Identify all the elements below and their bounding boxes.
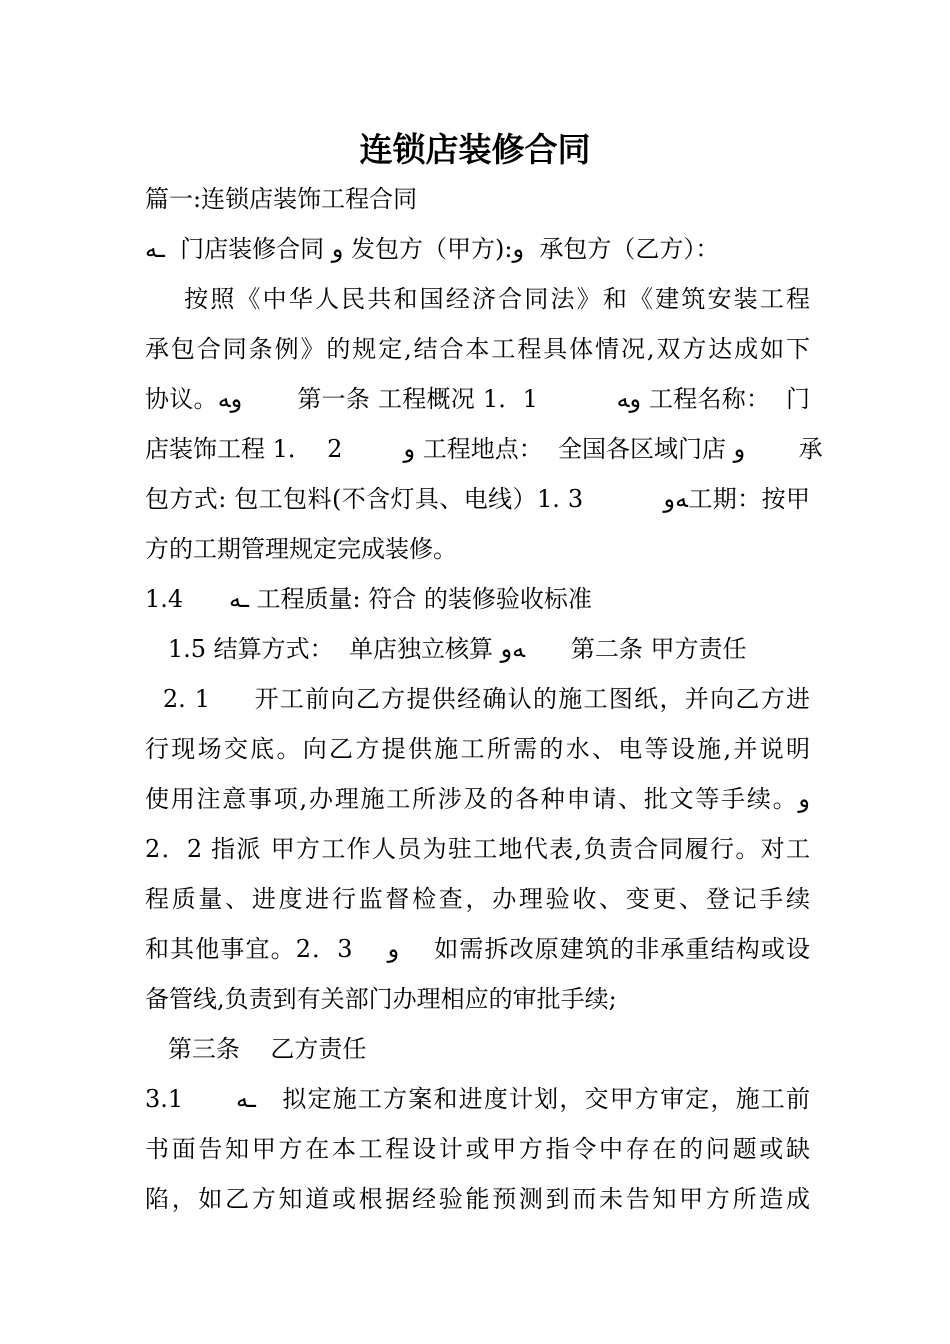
- text-line: 包方式: 包工包料(不含灯具、电线）1. 3 ﻪﻭ工期：按甲: [145, 485, 810, 513]
- text-line: 书面告知甲方在本工程设计或甲方指令中存在的问题或缺: [145, 1135, 810, 1163]
- text-line: 行现场交底。向乙方提供施工所需的水、电等设施,并说明: [145, 735, 810, 763]
- text-line: 篇一:连锁店装饰工程合同: [145, 185, 418, 213]
- text-line: 陷，如乙方知道或根据经验能预测到而未告知甲方所造成: [145, 1185, 810, 1213]
- text-line: 3.1 ـﻪ 拟定施工方案和进度计划，交甲方审定，施工前: [145, 1085, 810, 1113]
- text-line: 使用注意事项,办理施工所涉及的各种申请、批文等手续。ﻭ: [145, 785, 810, 813]
- text-line: 2．2 指派 甲方工作人员为驻工地代表,负责合同履行。对工: [145, 835, 810, 863]
- text-line: 承包合同条例》的规定,结合本工程具体情况,双方达成如下: [145, 335, 810, 363]
- text-line: 按照《中华人民共和国经济合同法》和《建筑安装工程: [145, 285, 810, 313]
- document-title: 连锁店装修合同: [359, 130, 591, 169]
- section-heading: 第三条 乙方责任: [145, 1035, 367, 1063]
- text-line: 备管线,负责到有关部门办理相应的审批手续;: [145, 985, 617, 1013]
- text-line: 方的工期管理规定完成装修。: [145, 535, 457, 563]
- text-line: 1.5 结算方式： 单店独立核算 ﻪﻭ 第二条 甲方责任: [145, 635, 747, 663]
- text-line: 店装饰工程 1． 2 ﻭ 工程地点： 全国各区域门店 ﻭ 承: [145, 435, 823, 463]
- text-line: 程质量、进度进行监督检查，办理验收、变更、登记手续: [145, 885, 810, 913]
- text-line: 协议。ﻭﻪ 第一条 工程概况 1．1 ﻭﻪ 工程名称： 门: [145, 385, 810, 413]
- text-line: ـﻪ 门店装修合同 ﻭ 发包方（甲方):ﻭ 承包方（乙方）：: [145, 235, 720, 263]
- text-line: 和其他事宜。2．3 ﻭ 如需拆改原建筑的非承重结构或设: [145, 935, 810, 963]
- text-line: 1.4 ـﻪ 工程质量: 符合 的装修验收标准: [145, 585, 592, 613]
- text-line: 2. 1 开工前向乙方提供经确认的施工图纸，并向乙方进: [145, 685, 810, 713]
